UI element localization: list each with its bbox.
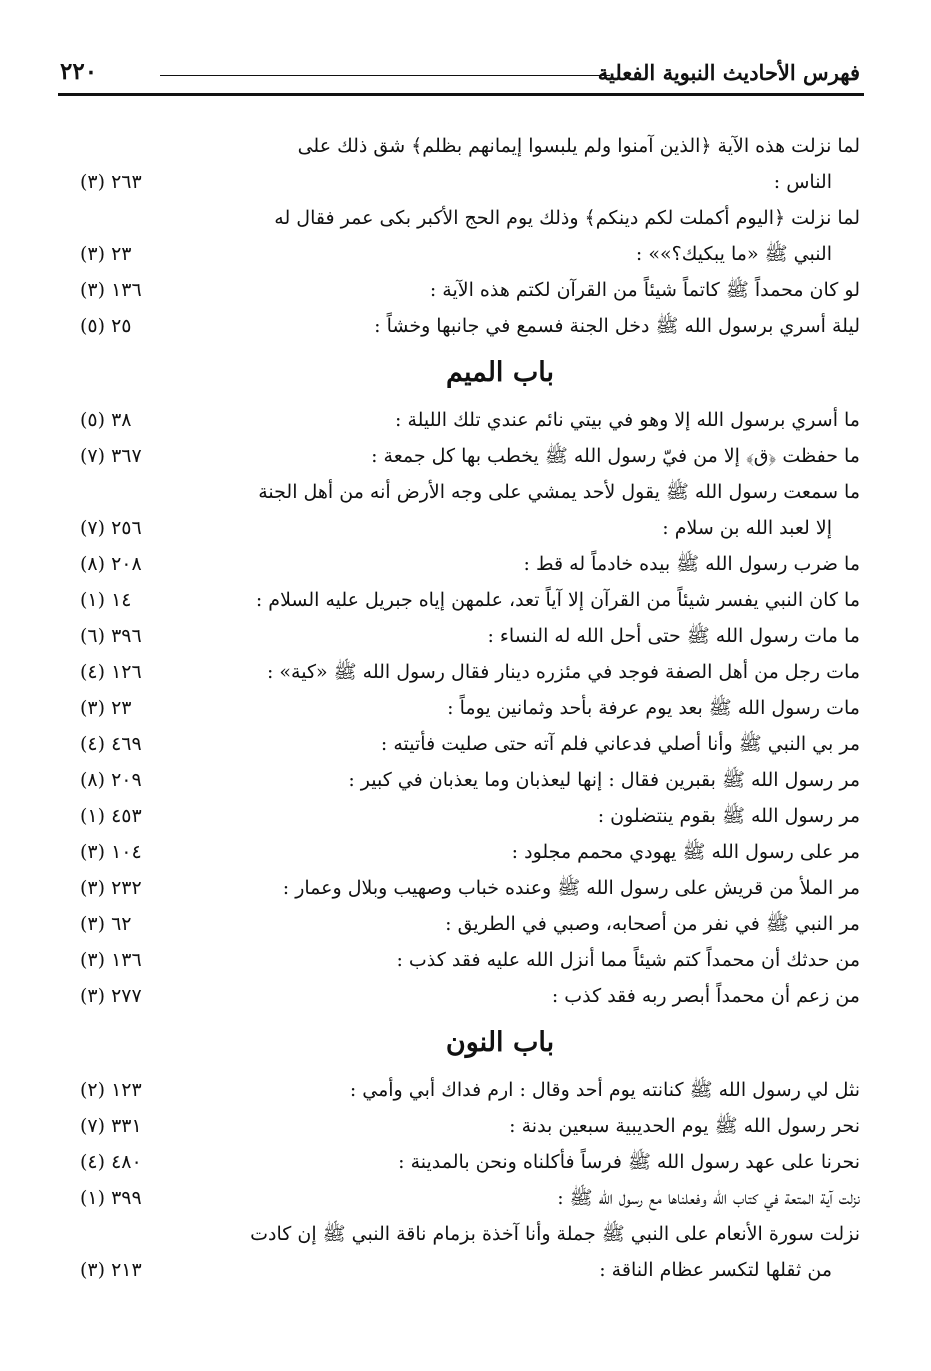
- page-reference: ٢٣٢ (٣): [80, 877, 142, 899]
- page-reference: ٢٦٣ (٣): [80, 171, 142, 193]
- index-entry: [60, 582, 860, 618]
- hadith-text: مر بي النبي ﷺ وأنا أصلي فدعاني فلم آته حتى صليت فأتيته :: [380, 733, 860, 755]
- hadith-text-continuation: من ثقلها لتكسر عظام الناقة :: [599, 1259, 832, 1281]
- page-reference: ٣٨ (٥): [80, 409, 132, 431]
- page-reference: ٢٧٧ (٣): [80, 985, 142, 1007]
- hadith-index-list: [60, 128, 860, 1288]
- index-entry: [60, 200, 860, 272]
- hadith-text: مات رسول الله ﷺ بعد يوم عرفة بأحد وثمانين يوماً :: [447, 697, 860, 719]
- page-reference: ١٣٦ (٣): [80, 949, 142, 971]
- hadith-text: ما حفظت ﴿ق﴾ إلا من فيّ رسول الله ﷺ يخطب بها كل جمعة :: [371, 445, 860, 467]
- hadith-text: نحر رسول الله ﷺ يوم الحديبية سبعين بدنة :: [509, 1115, 860, 1137]
- index-entry: [60, 978, 860, 1014]
- page-reference: ٦٢ (٣): [80, 913, 132, 935]
- hadith-text: نحرنا على عهد رسول الله ﷺ فرساً فأكلناه ونحن بالمدينة :: [398, 1151, 860, 1173]
- page-reference: ٣٦٧ (٧): [80, 445, 142, 467]
- hadith-text: من زعم أن محمداً أبصر ربه فقد كذب :: [551, 985, 860, 1007]
- hadith-text: نزلت سورة الأنعام على النبي ﷺ جملة وأنا آخذة بزمام ناقة النبي ﷺ إن كادت: [250, 1223, 860, 1245]
- hadith-text: مر على رسول الله ﷺ يهودي محمم مجلود :: [511, 841, 860, 863]
- hadith-text: مر رسول الله ﷺ بقوم ينتضلون :: [597, 805, 860, 827]
- page-reference: ٤٨٠ (٤): [80, 1151, 142, 1173]
- index-entry: [60, 618, 860, 654]
- page-reference: ١٢٣ (٢): [80, 1079, 142, 1101]
- index-entry: [60, 1144, 860, 1180]
- hadith-text: مر رسول الله ﷺ بقبرين فقال : إنها ليعذبان وما يعذبان في كبير :: [348, 769, 860, 791]
- hadith-text-continuation: النبي ﷺ «ما يبكيك؟»» :: [635, 243, 832, 265]
- page-reference: ٢٠٩ (٨): [80, 769, 142, 791]
- page-reference: ٢٠٨ (٨): [80, 553, 142, 575]
- index-entry: [60, 834, 860, 870]
- hadith-text: من حدثك أن محمداً كتم شيئاً مما أنزل الله عليه فقد كذب :: [396, 949, 860, 971]
- header-rule: [58, 93, 864, 96]
- index-entry: [60, 762, 860, 798]
- page-reference: ١٠٤ (٣): [80, 841, 142, 863]
- index-entry: [60, 726, 860, 762]
- running-header: [60, 58, 860, 92]
- page-reference: ٢٣ (٣): [80, 697, 132, 719]
- header-leader-line: [160, 75, 610, 76]
- page-reference: ١٣٦ (٣): [80, 279, 142, 301]
- hadith-text: ما سمعت رسول الله ﷺ يقول لأحد يمشي على وجه الأرض أنه من أهل الجنة: [258, 481, 860, 503]
- index-entry: [60, 546, 860, 582]
- index-entry: [60, 1180, 860, 1216]
- hadith-text: لما نزلت ﴿اليوم أكملت لكم دينكم﴾ وذلك يوم الحج الأكبر بكى عمر فقال له: [274, 207, 860, 229]
- section-heading: باب الميم: [445, 357, 554, 388]
- index-entry: [60, 474, 860, 546]
- page-reference: ٢٥ (٥): [80, 315, 132, 337]
- hadith-text-continuation: إلا لعبد الله بن سلام :: [662, 517, 832, 539]
- index-entry: [60, 438, 860, 474]
- hadith-text: ما كان النبي يفسر شيئاً من القرآن إلا آياً تعد، علمهن إياه جبريل عليه السلام :: [255, 589, 860, 611]
- hadith-text: مر الملأ من قريش على رسول الله ﷺ وعنده خباب وصهيب وبلال وعمار :: [282, 877, 860, 899]
- index-entry: [60, 1108, 860, 1144]
- index-entry: [60, 402, 860, 438]
- page-reference: ٢٣ (٣): [80, 243, 132, 265]
- page-reference: ٤٦٩ (٤): [80, 733, 142, 755]
- index-entry: [60, 272, 860, 308]
- index-entry: [60, 690, 860, 726]
- section-heading: باب النون: [445, 1027, 555, 1058]
- index-entry: [60, 308, 860, 344]
- index-entry: [60, 1072, 860, 1108]
- header-title: فهرس الأحاديث النبوية الفعلية: [597, 60, 860, 85]
- index-entry: [60, 128, 860, 200]
- index-entry: [60, 942, 860, 978]
- page-reference: ٤٥٣ (١): [80, 805, 142, 827]
- hadith-text: ليلة أسري برسول الله ﷺ دخل الجنة فسمع في جانبها وخشاً :: [374, 315, 860, 337]
- hadith-text: ما ضرب رسول الله ﷺ بيده خادماً له قط :: [523, 553, 860, 575]
- hadith-text: ما أسري برسول الله إلا وهو في بيتي نائم عندي تلك الليلة :: [395, 409, 860, 431]
- hadith-text: نزلت آية المتعة في كتاب الله وفعلناها مع رسول الله ﷺ :: [557, 1187, 860, 1209]
- hadith-text: مر النبي ﷺ في نفر من أصحابه، وصبي في الطريق :: [445, 913, 860, 935]
- page-reference: ٣٣١ (٧): [80, 1115, 142, 1137]
- hadith-text: لما نزلت هذه الآية ﴿الذين آمنوا ولم يلبسوا إيمانهم بظلم﴾ شق ذلك على: [297, 135, 860, 157]
- page-reference: ٢١٣ (٣): [80, 1259, 142, 1281]
- index-entry: [60, 654, 860, 690]
- hadith-text: نثل لي رسول الله ﷺ كنانته يوم أحد وقال : ارم فداك أبي وأمي :: [349, 1079, 860, 1101]
- hadith-text: لو كان محمداً ﷺ كاتماً شيئاً من القرآن لكتم هذه الآية :: [429, 279, 860, 301]
- page-reference: ١٤ (١): [80, 589, 132, 611]
- index-entry: [60, 870, 860, 906]
- page-reference: ١٢٦ (٤): [80, 661, 142, 683]
- index-entry: [60, 1216, 860, 1288]
- page-number: ٢٢٠: [60, 58, 98, 85]
- hadith-text: مات رجل من أهل الصفة فوجد في مئزره دينار فقال رسول الله ﷺ «كية» :: [266, 661, 860, 683]
- hadith-text: ما مات رسول الله ﷺ حتى أحل الله له النساء :: [487, 625, 860, 647]
- page-reference: ٣٩٦ (٦): [80, 625, 142, 647]
- page-reference: ٣٩٩ (١): [80, 1187, 142, 1209]
- index-entry: [60, 798, 860, 834]
- index-entry: [60, 906, 860, 942]
- page-reference: ٢٥٦ (٧): [80, 517, 142, 539]
- hadith-text-continuation: الناس :: [773, 171, 832, 193]
